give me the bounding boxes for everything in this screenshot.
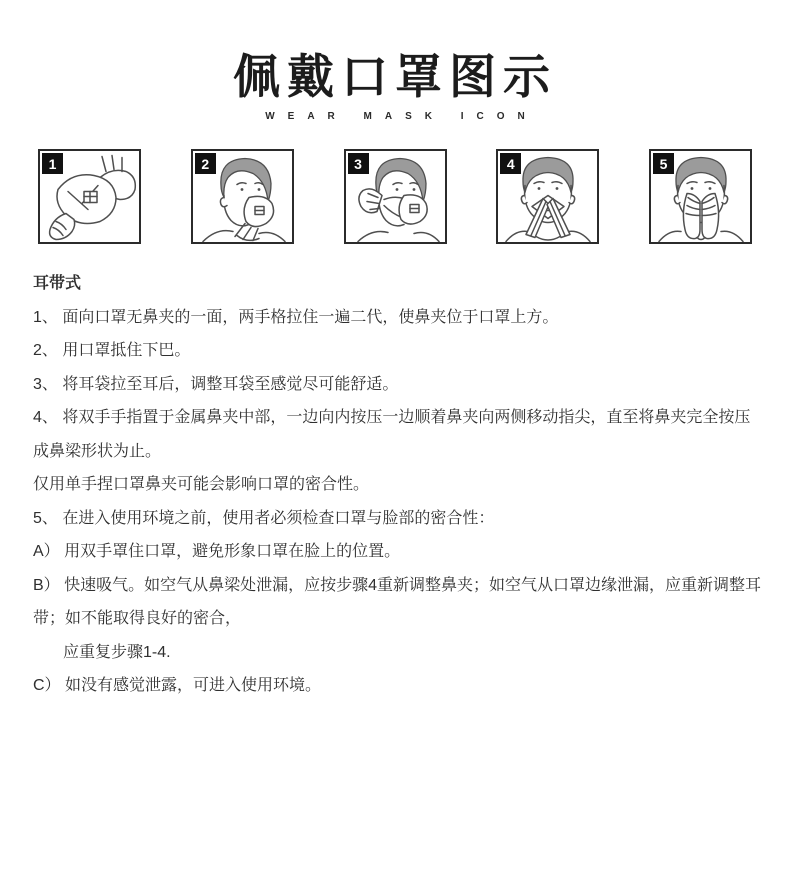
instruction-line: 仅用单手捏口罩鼻夹可能会影响口罩的密合性。 bbox=[33, 476, 370, 494]
instruction-line: B） 快速吸气。如空气从鼻梁处泄漏，应按步骤4重新调整鼻夹；如空气从口罩边缘泄漏，应重新调整耳带；如不能取得良好的密合， bbox=[33, 576, 762, 628]
instruction-line: 4、 将双手手指置于金属鼻夹中部，一边向内按压一边顺着鼻夹向两侧移动指尖，直至将鼻夹完全按压成鼻梁形状为止。 bbox=[33, 409, 751, 460]
instruction-sheet bbox=[0, 50, 790, 888]
step-5-panel bbox=[649, 149, 752, 244]
page-title: 佩戴口罩图示 bbox=[233, 50, 557, 103]
instructions-heading: 耳带式 bbox=[33, 275, 82, 293]
instruction-line: 5、 在进入使用环境之前，使用者必须检查口罩与脸部的密合性： bbox=[33, 509, 495, 527]
step-5-number-badge: 5 bbox=[653, 153, 674, 174]
instruction-text-block bbox=[0, 267, 790, 703]
step-2-panel bbox=[191, 149, 294, 244]
instruction-line: C） 如没有感觉泄露，可进入使用环境。 bbox=[33, 677, 322, 695]
step-1-number-badge: 1 bbox=[42, 153, 63, 174]
step-illustrations-row bbox=[0, 149, 790, 244]
step-3-panel bbox=[344, 149, 447, 244]
step-4-panel bbox=[496, 149, 599, 244]
instruction-line: 2、 用口罩抵住下巴。 bbox=[33, 342, 191, 360]
instruction-line: 3、 将耳袋拉至耳后，调整耳袋至感觉尽可能舒适。 bbox=[33, 375, 399, 393]
instruction-line: 1、 面向口罩无鼻夹的一面，两手格拉住一遍二代，使鼻夹位于口罩上方。 bbox=[33, 308, 559, 326]
page-subtitle: WEAR MASK ICON bbox=[265, 111, 538, 123]
instruction-line: 应重复步骤1-4. bbox=[63, 643, 171, 661]
step-2-number-badge: 2 bbox=[195, 153, 216, 174]
step-3-number-badge: 3 bbox=[348, 153, 369, 174]
step-1-panel bbox=[38, 149, 141, 244]
instruction-line: A） 用双手罩住口罩，避免形象口罩在脸上的位置。 bbox=[33, 543, 401, 561]
step-4-number-badge: 4 bbox=[500, 153, 521, 174]
